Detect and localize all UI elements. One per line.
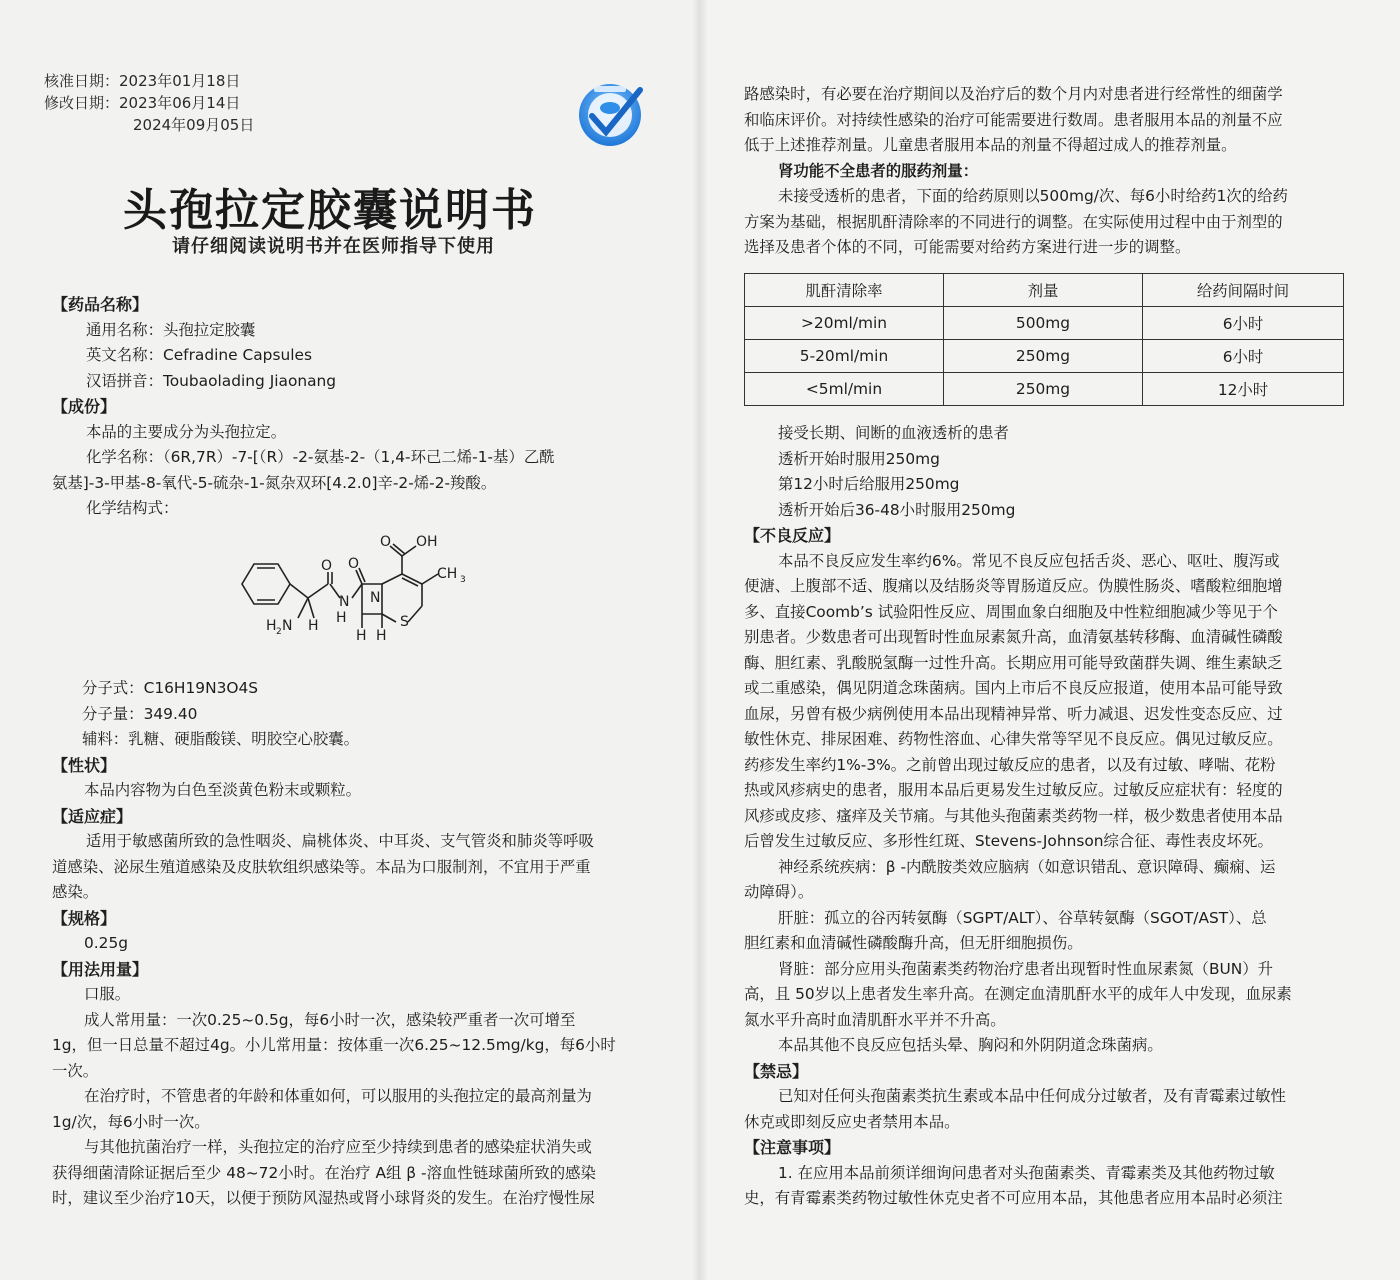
formula-line [52, 676, 664, 702]
usage-max-line-1: 在治疗时，不管患者的年龄和体重如何，可以服用的头孢拉定的最高剂量为 [84, 1087, 592, 1105]
usage-heading: 【用法用量】 [52, 959, 149, 979]
adverse-line-2: 便溏、上腹部不适、腹痛以及结肠炎等胃肠道反应。伪膜性肠炎、嗜酸粒细胞增 [744, 577, 1283, 595]
revise-label: 修改日期： [44, 94, 120, 112]
struct-nh: N [339, 594, 350, 610]
revise-date-line [44, 92, 240, 114]
dialysis-line-3: 第12小时后给服用250mg [778, 475, 960, 493]
english-name: 英文名称：Cefradine Capsules [86, 346, 312, 364]
table-cell: 250mg [944, 373, 1143, 406]
right-line-1: 路感染时，有必要在治疗期间以及治疗后的数个月内对患者进行经常性的细菌学 [744, 85, 1283, 103]
struct-o-lactam: O [348, 556, 360, 572]
revise-date-1: 2023年06月14日 [119, 94, 241, 112]
left-column-lower [52, 676, 664, 1212]
dosage-table-wrapper [744, 273, 1344, 406]
struct-ch3: CH [437, 566, 458, 582]
spec-text: 0.25g [84, 934, 129, 952]
struct-oh: OH [416, 534, 438, 550]
svg-text:3: 3 [460, 575, 466, 585]
pharmacy-seal-icon [574, 80, 654, 150]
indication-heading: 【适应症】 [52, 806, 133, 826]
kidney-line-1: 肾脏：部分应用头孢菌素类药物治疗患者出现暂时性血尿素氮（BUN）升 [778, 959, 1274, 978]
usage-adult-line-2: 1g，但一日总量不超过4g。小儿常用量：按体重一次6.25~12.5mg/kg，每6小时 [52, 1036, 616, 1054]
chem-name-line-2: 氨基]-3-甲基-8-氧代-5-硫杂-1-氮杂双环[4.2.0]辛-2-烯-2-羧酸。 [52, 473, 497, 492]
struct-nh2-n: N [282, 618, 293, 634]
struct-nh-h: H [336, 610, 347, 626]
adverse-line-1: 本品不良反应发生率约6%。常见不良反应包括舌炎、恶心、呕吐、腹泻或 [778, 551, 1280, 570]
molecular-weight: 分子量：349.40 [82, 704, 198, 723]
renal-heading: 肾功能不全患者的服药剂量： [778, 161, 979, 180]
indication-line-3: 感染。 [52, 883, 99, 901]
usage-adult-line-1: 成人常用量：一次0.25~0.5g，每6小时一次，感染较严重者一次可增至 [84, 1010, 576, 1029]
dosage-table [744, 273, 1344, 406]
liver-line-1: 肝脏：孤立的谷丙转氨酶（SGPT/ALT）、谷草转氨酶（SGOT/AST）、总 [778, 908, 1267, 927]
table-row [745, 373, 1344, 406]
struct-h-2: H [356, 628, 367, 644]
excipients: 辅料：乳糖、硬脂酸镁、明胶空心胶囊。 [82, 730, 360, 748]
spec-heading: 【规格】 [52, 908, 117, 928]
table-cell: 6小时 [1143, 340, 1344, 373]
indication-line-1: 适用于敏感菌所致的急性咽炎、扁桃体炎、中耳炎、支气管炎和肺炎等呼吸 [86, 832, 594, 850]
approve-date-line [44, 70, 240, 92]
ingredients-main: 本品的主要成分为头孢拉定。 [86, 422, 287, 441]
dialysis-line-2: 透析开始时服用250mg [778, 449, 940, 468]
table-cell: 12小时 [1143, 373, 1344, 406]
generic-name: 通用名称：头孢拉定胶囊 [86, 320, 256, 339]
contraindication-line-1: 已知对任何头孢菌素类抗生素或本品中任何成分过敏者，及有青霉素过敏性 [778, 1087, 1286, 1105]
revise-date-2: 2024年09月05日 [133, 116, 255, 134]
page-fold [692, 0, 708, 1280]
usage-adult-line-3: 一次。 [52, 1061, 99, 1080]
right-line-3: 低于上述推荐剂量。儿童患者服用本品的剂量不得超过成人的推荐剂量。 [744, 136, 1237, 154]
right-line-2: 和临床评价。对持续性感染的治疗可能需要进行数周。患者服用本品的剂量不应 [744, 110, 1283, 129]
renal-line-3: 选择及患者个体的不同，可能需要对给药方案进行进一步的调整。 [744, 238, 1191, 256]
structure-label: 化学结构式： [86, 499, 179, 517]
neuro-line-1: 神经系统疾病：β -内酰胺类效应脑病（如意识错乱、意识障碍、癫痫、运 [778, 857, 1276, 876]
indication-line-2: 道感染、泌尿生殖道感染及皮肤软组织感染等。本品为口服制剂，不宜用于严重 [52, 857, 591, 876]
dialysis-line-1: 接受长期、间断的血液透析的患者 [778, 424, 1009, 442]
table-cell: 5-20ml/min [745, 340, 944, 373]
table-cell: >20ml/min [745, 307, 944, 340]
renal-line-2: 方案为基础，根据肌酐清除率的不同进行的调整。在实际使用过程中由于剂型的 [744, 212, 1283, 231]
adverse-line-11: 风疹或皮疹、瘙痒及关节痛。与其他头孢菌素类药物一样，极少数患者使用本品 [744, 806, 1283, 825]
chemical-structure-diagram [232, 532, 472, 654]
pinyin-name: 汉语拼音：Toubaolading Jiaonang [86, 371, 337, 390]
usage-duration-line-1: 与其他抗菌治疗一样，头孢拉定的治疗应至少持续到患者的感染症状消失或 [84, 1138, 592, 1156]
adverse-line-4: 别患者。少数患者可出现暂时性血尿素氮升高，血清氨基转移酶、血清碱性磷酸 [744, 628, 1283, 646]
character-text: 本品内容物为白色至淡黄色粉末或颗粒。 [84, 781, 362, 799]
adverse-line-7: 血尿，另曾有极少病例使用本品出现精神异常、听力减退、迟发性变态反应、过 [744, 704, 1283, 723]
other-adverse-line: 本品其他不良反应包括头晕、胸闷和外阴阴道念珠菌病。 [778, 1036, 1163, 1054]
struct-h-3: H [376, 628, 387, 644]
adverse-heading: 【不良反应】 [744, 526, 841, 545]
table-header-row [745, 274, 1344, 307]
document-title: 头孢拉定胶囊说明书 [123, 185, 537, 236]
chem-name-line-1: 化学名称：（6R,7R）-7-[（R）-2-氨基-2-（1,4-环己二烯-1-基）乙酰 [86, 448, 555, 466]
caution-line-2: 史，有青霉素类药物过敏性休克史者不可应用本品，其他患者应用本品时必须注 [744, 1189, 1283, 1207]
document-subtitle: 请仔细阅读说明书并在医师指导下使用 [172, 236, 495, 257]
adverse-line-10: 热或风疹病史的患者，服用本品后更易发生过敏反应。过敏反应症状有：轻度的 [744, 781, 1283, 799]
formula-label: 分子式： [82, 679, 144, 697]
caution-line-1: 1. 在应用本品前须详细询问患者对头孢菌素类、青霉素类及其他药物过敏 [778, 1163, 1275, 1182]
neuro-line-2: 动障碍）。 [744, 883, 814, 901]
struct-o-carboxyl: O [380, 534, 392, 550]
usage-max-line-2: 1g/次，每6小时一次。 [52, 1112, 210, 1131]
approve-date: 2023年01月18日 [119, 72, 241, 90]
ingredients-heading: 【成份】 [52, 397, 117, 416]
adverse-line-12: 后曾发生过敏反应、多形性红斑、Stevens-Johnson综合征、毒性表皮坏死。 [744, 832, 1273, 850]
usage-duration-line-2: 获得细菌清除证据后至少 48~72小时。在治疗 A组 β -溶血性链球菌所致的感染 [52, 1163, 596, 1182]
struct-nh2: H [266, 618, 277, 634]
adverse-line-3: 多、直接Coomb’s 试验阳性反应、周围血象白细胞及中性粒细胞减少等见于个 [744, 602, 1278, 621]
svg-text:2: 2 [276, 627, 282, 637]
table-header-cell: 给药间隔时间 [1143, 274, 1344, 307]
table-cell: <5ml/min [745, 373, 944, 406]
adverse-line-6: 或二重感染，偶见阴道念珠菌病。国内上市后不良反应报道，使用本品可能导致 [744, 679, 1283, 697]
character-heading: 【性状】 [52, 755, 117, 775]
table-header-cell: 剂量 [944, 274, 1143, 307]
struct-n-ring: N [370, 590, 381, 606]
adverse-line-8: 敏性休克、排尿困难、药物性溶血、心律失常等罕见不良反应。偶见过敏反应。 [744, 730, 1283, 748]
renal-line-1: 未接受透析的患者，下面的给药原则以500mg/次、每6小时给药1次的给药 [778, 187, 1288, 205]
usage-oral: 口服。 [84, 985, 131, 1003]
table-row [745, 307, 1344, 340]
liver-line-2: 胆红素和血清碱性磷酸酶升高，但无肝细胞损伤。 [744, 934, 1083, 952]
drug-name-heading: 【药品名称】 [52, 295, 149, 314]
left-column [52, 292, 664, 522]
table-cell: 500mg [944, 307, 1143, 340]
struct-h-1: H [308, 618, 319, 634]
adverse-line-9: 药疹发生率约1%-3%。之前曾出现过敏反应的患者，以及有过敏、哮喘、花粉 [744, 755, 1276, 774]
kidney-line-2: 高，且 50岁以上患者发生率升高。在测定血清肌酐水平的成年人中发现，血尿素 [744, 985, 1292, 1003]
struct-s: S [400, 614, 409, 630]
approve-label: 核准日期： [44, 72, 120, 90]
table-row [745, 340, 1344, 373]
table-cell: 6小时 [1143, 307, 1344, 340]
table-cell: 250mg [944, 340, 1143, 373]
contraindication-line-2: 休克或即刻反应史者禁用本品。 [744, 1112, 960, 1131]
caution-heading: 【注意事项】 [744, 1138, 841, 1157]
struct-o-amide: O [321, 558, 333, 574]
kidney-line-3: 氮水平升高时血清肌酐水平并不升高。 [744, 1010, 1006, 1029]
table-header-cell: 肌酐清除率 [745, 274, 944, 307]
dialysis-line-4: 透析开始后36-48小时服用250mg [778, 500, 1016, 519]
right-column-top [744, 82, 1354, 261]
right-column-bottom [744, 421, 1354, 1212]
molecular-formula: C16H19N3O4S [143, 679, 259, 697]
usage-duration-line-3: 时，建议至少治疗10天，以便于预防风湿热或肾小球肾炎的发生。在治疗慢性尿 [52, 1189, 595, 1207]
adverse-line-5: 酶、胆红素、乳酸脱氢酶一过性升高。长期应用可能导致菌群失调、维生素缺乏 [744, 653, 1283, 672]
contraindication-heading: 【禁忌】 [744, 1061, 809, 1081]
